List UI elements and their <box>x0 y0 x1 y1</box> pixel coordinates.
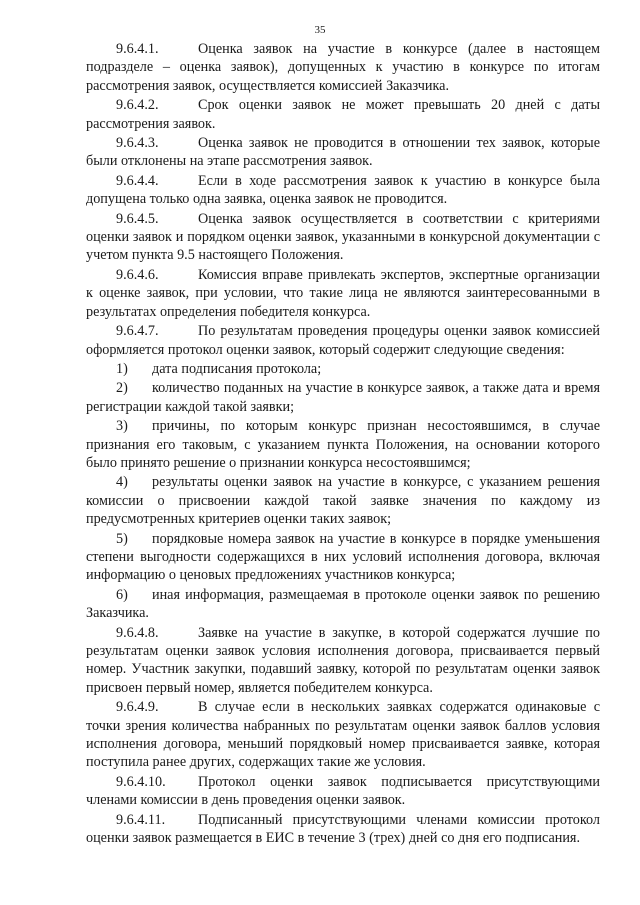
list-item-text: результаты оценки заявок на участие в конкурсе, с указанием решения комиссии о присвоении каждой такой заявке значения по каждому из предусмотренных критериев оценки таких заявок; <box>86 474 600 528</box>
clause-text: Комиссия вправе привлекать экспертов, экспертные организации к оценке заявок, при условии, что такие лица не являются заинтересованными в результатах определения победителя конкурса. <box>86 266 600 320</box>
clause-text: В случае если в нескольких заявках содержатся одинаковые с точки зрения количества набранных по результатам оценки заявок баллов условия исполнения договора, меньший порядковый номер присваивается заявке, которая поступила ранее других, содержащих такие же условия. <box>86 699 600 771</box>
clause-text: Заявке на участие в закупке, в которой содержатся лучшие по результатам оценки заявок условия исполнения договора, присваивается первый номер. Участник закупки, подавший заявку, которой по результатам оценки заявок присвоен первый номер, является победителем конкурса. <box>86 624 600 696</box>
list-item-text: причины, по которым конкурс признан несостоявшимся, в случае признания его таковым, с указанием пункта Положения, на основании которого было принято решение о признании конкурса несостоявшимся; <box>86 418 600 471</box>
clause-9-6-4-3 <box>86 134 600 171</box>
list-item-text: дата подписания протокола; <box>152 360 322 377</box>
clause-number: 9.6.4.3. <box>116 135 159 152</box>
clause-text: Оценка заявок на участие в конкурсе (далее в настоящем подразделе – оценка заявок), допущенных к участию в конкурсе по итогам рассмотрения заявок, осуществляется комиссией Заказчика. <box>86 41 600 94</box>
list-item-text: иная информация, размещаемая в протоколе оценки заявок по решению Заказчика. <box>86 586 600 622</box>
page-number: 35 <box>314 24 326 36</box>
clause-9-6-4-4 <box>86 172 600 209</box>
clause-number: 9.6.4.11. <box>116 811 166 828</box>
document-body <box>86 40 600 848</box>
clause-text: Если в ходе рассмотрения заявок к участию в конкурсе была допущена только одна заявка, оценка заявок не проводится. <box>86 172 600 208</box>
clause-number: 9.6.4.5. <box>116 210 159 227</box>
clause-text: По результатам проведения процедуры оценки заявок комиссией оформляется протокол оценки заявок, который содержит следующие сведения: <box>86 323 600 358</box>
list-item-text: количество поданных на участие в конкурсе заявок, а также дата и время регистрации каждой такой заявки; <box>86 380 600 415</box>
clause-9-6-4-10 <box>86 773 600 810</box>
list-item <box>86 360 600 378</box>
list-item-number: 6) <box>116 586 128 603</box>
clause-text: Оценка заявок не проводится в отношении тех заявок, которые были отклонены на этапе рассмотрения заявок. <box>86 135 600 170</box>
clause-number: 9.6.4.4. <box>116 172 159 189</box>
list-item <box>86 379 600 416</box>
list-item-number: 4) <box>116 474 128 491</box>
clause-number: 9.6.4.8. <box>116 624 159 641</box>
clause-number: 9.6.4.7. <box>116 323 159 340</box>
clause-9-6-4-2 <box>86 96 600 133</box>
clause-number: 9.6.4.2. <box>116 97 159 114</box>
clause-9-6-4-8 <box>86 624 600 698</box>
list-item-number: 2) <box>116 380 128 397</box>
list-item <box>86 530 600 585</box>
clause-text: Протокол оценки заявок подписывается присутствующими членами комиссии в день проведения оценки заявок. <box>86 773 600 809</box>
clause-number: 9.6.4.6. <box>116 266 159 283</box>
list-item-number: 1) <box>116 360 128 377</box>
clause-number: 9.6.4.9. <box>116 699 159 716</box>
list-item <box>86 417 600 472</box>
clause-9-6-4-7 <box>86 322 600 359</box>
clause-text: Срок оценки заявок не может превышать 20 дней с даты рассмотрения заявок. <box>86 97 600 132</box>
clause-9-6-4-1 <box>86 40 600 95</box>
list-item <box>86 473 600 528</box>
list-item-number: 3) <box>116 418 128 435</box>
clause-text: Оценка заявок осуществляется в соответствии с критериями оценки заявок и порядком оценки заявок, указанными в конкурсной документации с учетом пункта 9.5 настоящего Положения. <box>86 210 600 264</box>
list-item-number: 5) <box>116 530 128 547</box>
list-item <box>86 586 600 623</box>
clause-9-6-4-5 <box>86 210 600 265</box>
clause-9-6-4-6 <box>86 266 600 321</box>
clause-number: 9.6.4.1. <box>116 41 159 57</box>
clause-number: 9.6.4.10. <box>116 773 166 790</box>
clause-9-6-4-9 <box>86 698 600 772</box>
clause-text: Подписанный присутствующими членами комиссии протокол оценки заявок размещается в ЕИС в течение 3 (трех) дней со дня его подписания. <box>86 811 600 847</box>
clause-9-6-4-11 <box>86 811 600 848</box>
list-item-text: порядковые номера заявок на участие в конкурсе в порядке уменьшения степени выгодности содержащихся в них условий исполнения договора, включая информацию о ценовых предложениях участников конкурса; <box>86 530 600 584</box>
